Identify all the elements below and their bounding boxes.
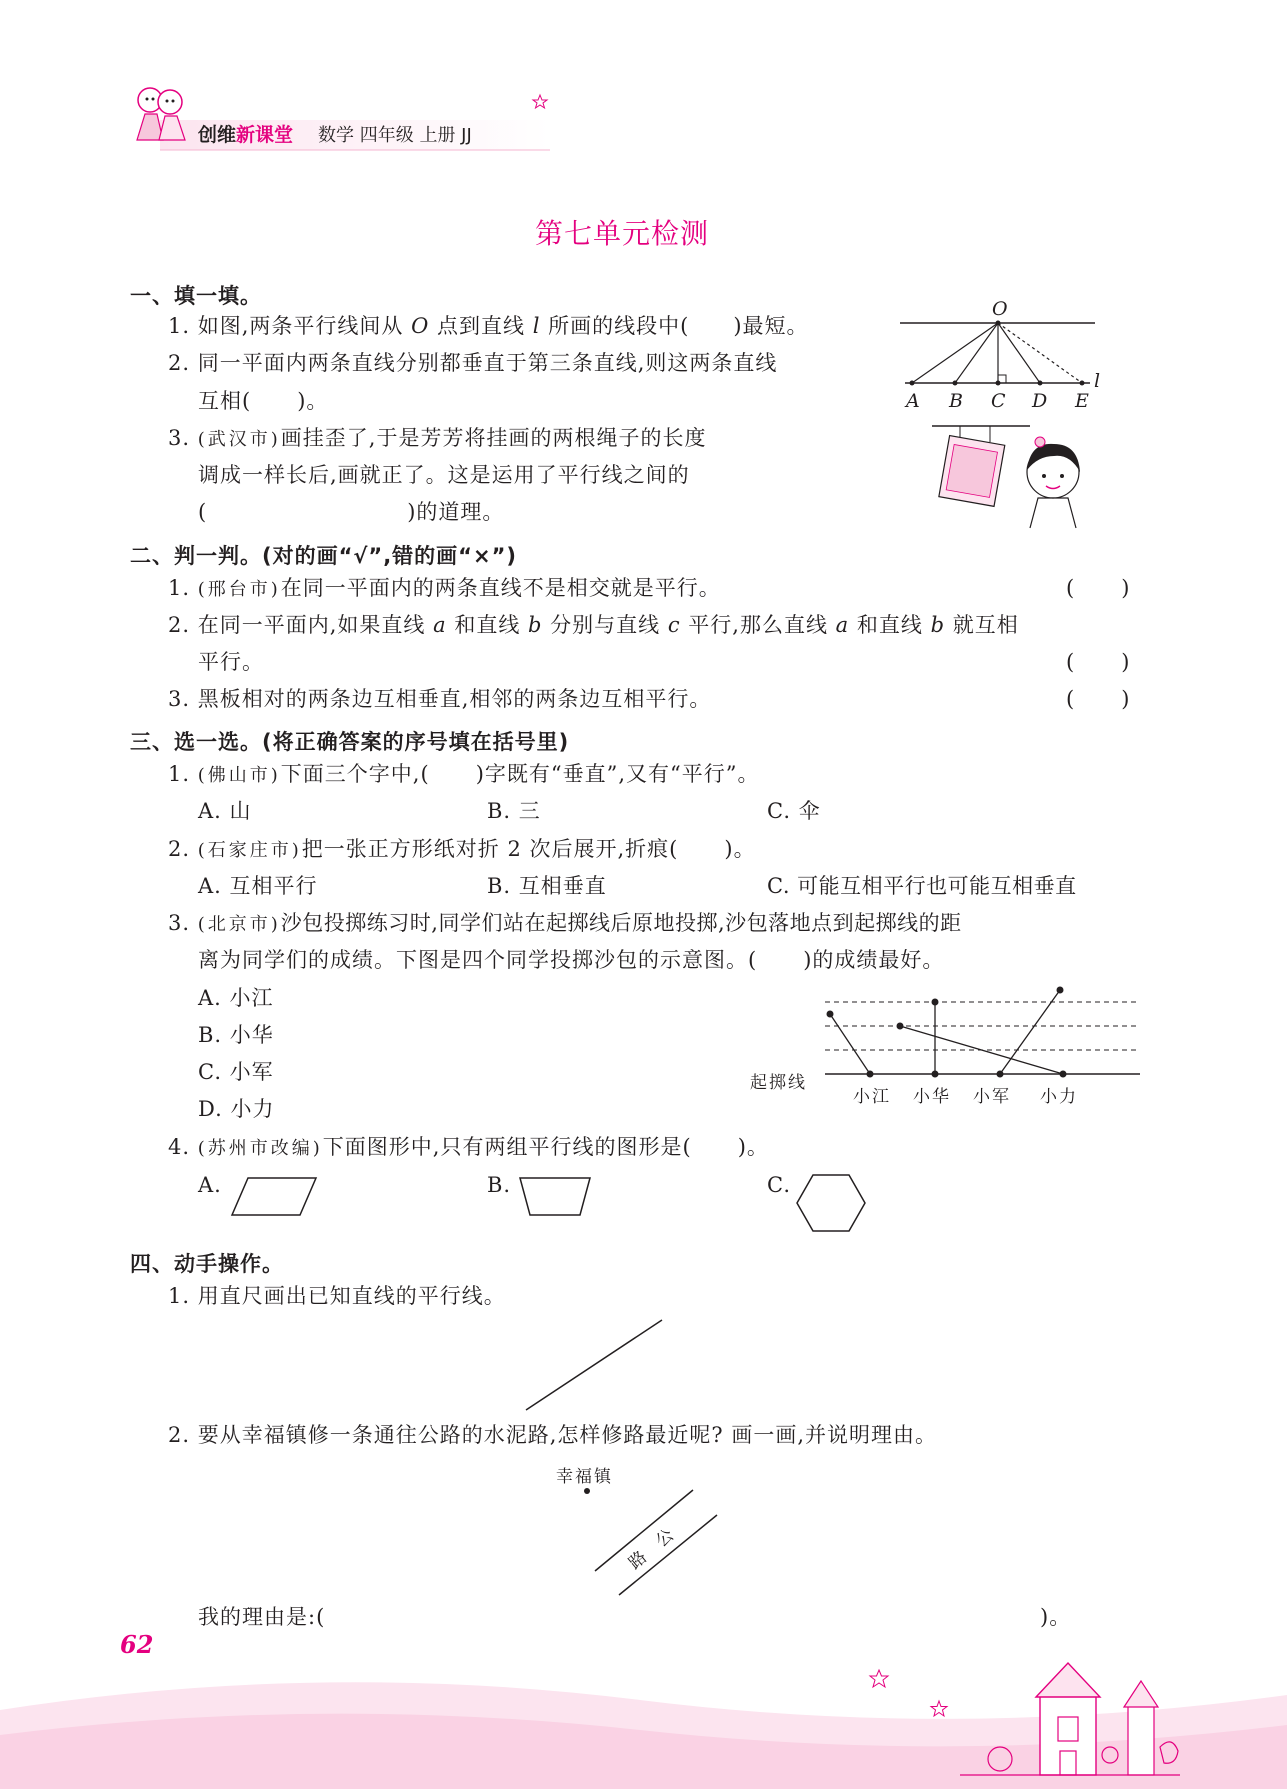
s3-q4-option-b: B. <box>487 1173 512 1197</box>
s3-q3-option-a: A. 小江 <box>198 986 274 1010</box>
s2-q1 <box>168 578 721 599</box>
var-b: b <box>528 613 543 637</box>
q-text: 下面三个字中,( )字既有“垂直”,又有“平行”。 <box>280 762 760 786</box>
q-text: 和直线 <box>454 613 521 637</box>
brand-part1: 创维 <box>198 124 237 146</box>
q-num: 3. <box>168 911 191 935</box>
q-num: 2. <box>168 351 191 375</box>
q-num: 1. <box>168 314 191 338</box>
q-text: 把一张正方形纸对折 2 次后展开,折痕( )。 <box>301 837 756 861</box>
s1-q1 <box>168 316 809 337</box>
city-tag: (苏州市改编) <box>197 1138 323 1159</box>
city-tag: (佛山市) <box>197 765 281 786</box>
fig-label-l: l <box>1094 370 1101 392</box>
s1-q3-line2: 调成一样长后,画就正了。这是运用了平行线之间的 <box>198 463 690 487</box>
diagram-baseline-label: 起掷线 <box>750 1073 807 1093</box>
diagram-name-xiaojun: 小军 <box>973 1087 1011 1107</box>
s3-q2-option-c: C. 可能互相平行也可能互相垂直 <box>767 874 1077 898</box>
s3-q1 <box>168 764 760 785</box>
fig-point-c: C <box>991 390 1006 412</box>
q-text: 点到直线 <box>437 314 526 338</box>
city-tag: (北京市) <box>197 914 281 935</box>
s3-q3-line2: 离为同学们的成绩。下图是四个同学投掷沙包的示意图。( )的成绩最好。 <box>198 948 945 972</box>
q-text: 所画的线段中( <box>548 314 690 338</box>
s1-q2-line2: 互相( )。 <box>198 389 329 413</box>
s4-q1 <box>168 1286 506 1307</box>
fig-point-a: A <box>906 390 920 412</box>
city-tag: (邢台市) <box>197 579 281 600</box>
q-text: 下面图形中,只有两组平行线的图形是( )。 <box>322 1135 769 1159</box>
brand-part2: 新课堂 <box>236 124 294 146</box>
q-num: 1. <box>168 762 191 786</box>
var-b: b <box>930 613 946 637</box>
q-num: 3. <box>168 687 191 711</box>
s2-q3-answer: ( ) <box>1066 687 1131 711</box>
reason-label: 我的理由是:( <box>198 1605 326 1629</box>
q-text: 画挂歪了,于是芳芳将挂画的两根绳子的长度 <box>280 426 707 450</box>
s3-q3-option-d: D. 小力 <box>198 1097 275 1121</box>
header-brand <box>198 120 293 147</box>
paren-open: ( <box>198 500 208 524</box>
city-tag: (武汉市) <box>197 429 281 450</box>
fig-point-e: E <box>1075 390 1089 412</box>
q-num: 2. <box>168 1423 191 1447</box>
q-num: 1. <box>168 576 191 600</box>
section1-heading: 一、填一填。 <box>130 284 262 308</box>
fig-point-d: D <box>1032 390 1048 412</box>
girl-hanging-picture-illustration <box>930 420 1090 530</box>
s4-q2 <box>168 1425 937 1446</box>
fig-label-o: O <box>992 298 1008 320</box>
header-kids-illustration <box>125 80 195 150</box>
var-l: l <box>532 314 541 338</box>
section2-heading: 二、判一判。(对的画“√”,错的画“×”) <box>130 544 517 568</box>
q-text: )的道理。 <box>407 500 505 524</box>
s3-q4-option-c: C. <box>767 1173 791 1197</box>
s2-q1-answer: ( ) <box>1066 576 1131 600</box>
q-text: 在同一平面内,如果直线 <box>197 613 426 637</box>
q-num: 1. <box>168 1284 191 1308</box>
s3-q4 <box>168 1137 769 1158</box>
s1-q3-line1 <box>168 428 706 449</box>
road-char-2: 路 <box>625 1547 652 1574</box>
var-a: a <box>835 613 850 637</box>
var-o: O <box>411 314 430 338</box>
q-text: 如图,两条平行线间从 <box>197 314 404 338</box>
s3-q3-option-c: C. 小军 <box>198 1060 274 1084</box>
q-text: 和直线 <box>856 613 923 637</box>
s1-q3-line3 <box>198 502 504 523</box>
fig-point-b: B <box>949 390 963 412</box>
section3-heading: 三、选一选。(将正确答案的序号填在括号里) <box>130 730 570 754</box>
q-num: 3. <box>168 426 191 450</box>
s2-q3 <box>168 689 711 710</box>
reason-close: )。 <box>1040 1605 1072 1629</box>
q-text: 同一平面内两条直线分别都垂直于第三条直线,则这两条直线 <box>197 351 778 375</box>
q-num: 4. <box>168 1135 191 1159</box>
throwing-diagram <box>820 990 1140 1090</box>
town-label: 幸福镇 <box>556 1467 613 1487</box>
s3-q1-option-b: B. 三 <box>487 799 541 823</box>
diagram-name-xiaojiang: 小江 <box>853 1087 891 1107</box>
q-text: 要从幸福镇修一条通往公路的水泥路,怎样修路最近呢? 画一画,并说明理由。 <box>197 1423 938 1447</box>
q-num: 2. <box>168 613 191 637</box>
q-text: 沙包投掷练习时,同学们站在起掷线后原地投掷,沙包落地点到起掷线的距 <box>280 911 962 935</box>
footer-star-icon <box>868 1668 890 1690</box>
s2-q2-answer: ( ) <box>1066 650 1131 674</box>
page-title: 第七单元检测 <box>535 217 710 250</box>
s2-q2-line2: 平行。 <box>198 650 264 674</box>
q-text: 在同一平面内的两条直线不是相交就是平行。 <box>280 576 721 600</box>
s3-q1-option-a: A. 山 <box>198 799 252 823</box>
section4-heading: 四、动手操作。 <box>130 1252 284 1276</box>
footer-star-icon <box>930 1700 948 1718</box>
q-text: 平行,那么直线 <box>688 613 828 637</box>
q-text: 黑板相对的两条边互相垂直,相邻的两条边互相平行。 <box>197 687 712 711</box>
s3-q3-option-b: B. 小华 <box>198 1023 274 1047</box>
road-char-1: 公 <box>652 1525 679 1552</box>
diagram-name-xiaohua: 小华 <box>913 1087 951 1107</box>
header-subtitle: 数学 四年级 上册 JJ <box>318 125 472 146</box>
var-a: a <box>433 613 447 637</box>
diagram-name-xiaoli: 小力 <box>1040 1087 1078 1107</box>
q-text: 就互相 <box>952 613 1019 637</box>
s3-q2 <box>168 839 756 860</box>
header-star-icon <box>532 94 548 110</box>
hexagon-shape <box>795 1173 869 1235</box>
footer-castle-illustration <box>960 1655 1180 1785</box>
s3-q2-option-b: B. 互相垂直 <box>487 874 607 898</box>
parallelogram-shape <box>230 1175 320 1219</box>
road-figure <box>580 1485 720 1595</box>
city-tag: (石家庄市) <box>197 840 302 861</box>
q-text: 用直尺画出已知直线的平行线。 <box>197 1284 506 1308</box>
given-line <box>520 1318 670 1413</box>
s3-q3-line1 <box>168 913 962 934</box>
q-text: )最短。 <box>733 314 809 338</box>
s3-q4-option-a: A. <box>198 1173 222 1197</box>
trapezoid-shape <box>518 1175 592 1219</box>
page-number: 62 <box>120 1630 154 1659</box>
s1-q2-line1 <box>168 353 777 374</box>
q-text: 分别与直线 <box>550 613 661 637</box>
s3-q1-option-c: C. 伞 <box>767 799 821 823</box>
q-num: 2. <box>168 837 191 861</box>
s3-q2-option-a: A. 互相平行 <box>198 874 318 898</box>
var-c: c <box>667 613 681 637</box>
s2-q2-line1 <box>168 615 1019 636</box>
